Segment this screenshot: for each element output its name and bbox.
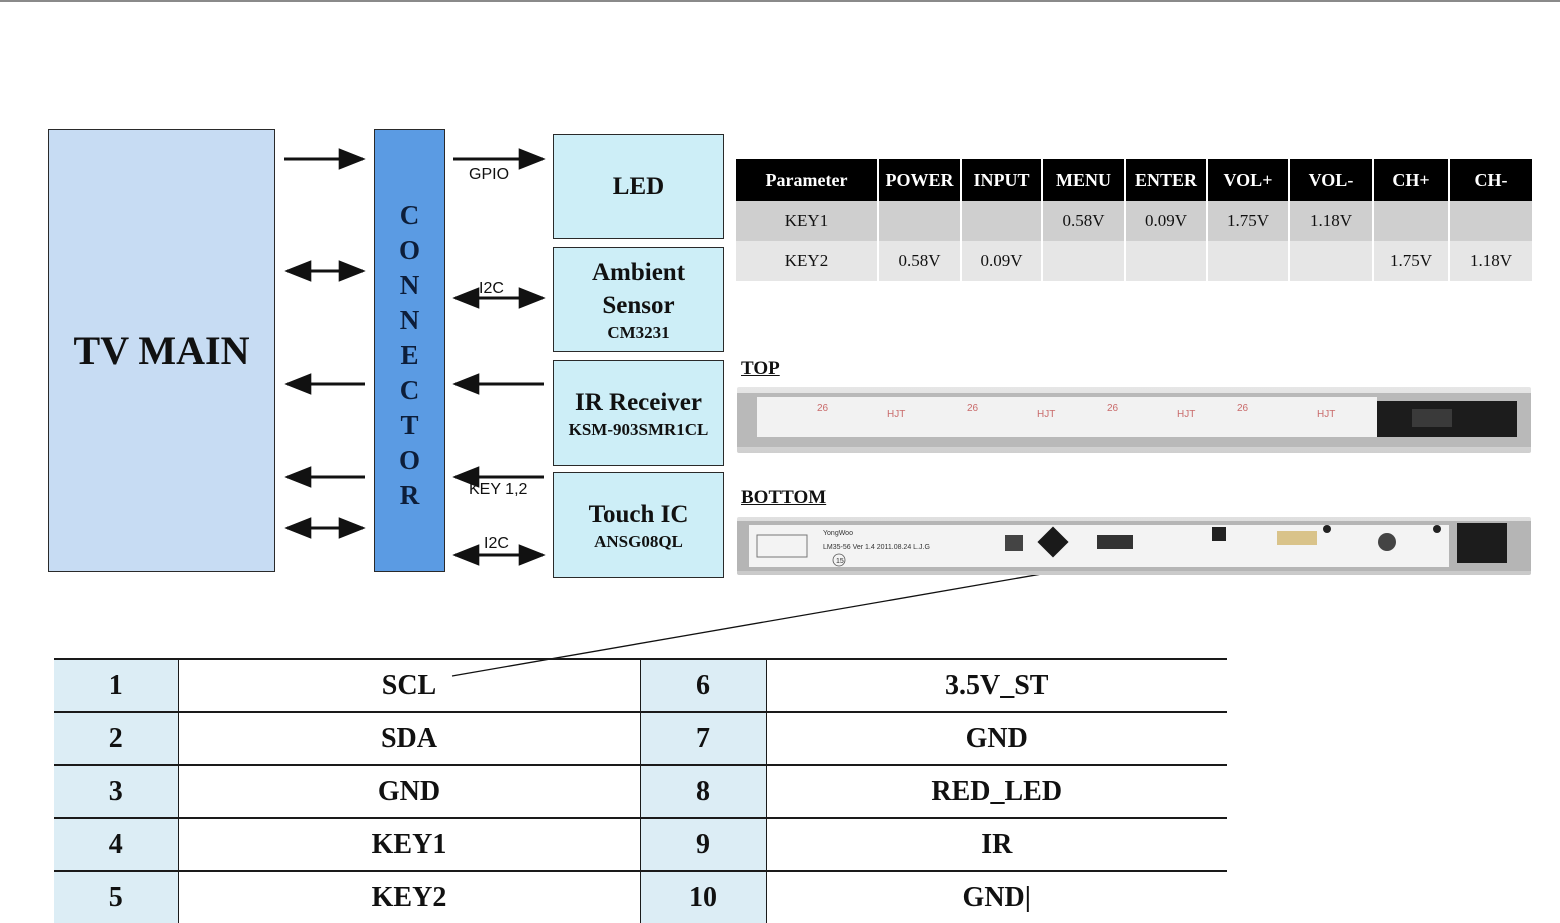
pin-signal: GND xyxy=(766,712,1227,765)
key-table-cell: 1.75V xyxy=(1374,241,1448,281)
key-table-cell xyxy=(962,201,1041,241)
ir-receiver-part-number: KSM-903SMR1CL xyxy=(568,419,709,439)
ambient-label-line1: Ambient xyxy=(591,258,686,286)
board-silk-brand: YongWoo xyxy=(823,530,853,537)
pin-number: 9 xyxy=(640,818,766,871)
key-table-header: Parameter xyxy=(736,159,877,201)
pin-signal: SDA xyxy=(178,712,640,765)
connector-pin-table xyxy=(54,658,1227,923)
svg-text:HJT: HJT xyxy=(1317,409,1336,420)
key-table-cell: 1.18V xyxy=(1450,241,1532,281)
board-top-illustration xyxy=(737,387,1531,453)
connector-letter: R xyxy=(399,480,420,510)
key-table-cell xyxy=(1290,241,1372,281)
svg-text:26: 26 xyxy=(1107,403,1119,414)
connector-letter: N xyxy=(399,305,420,335)
board-silk-number: 15 xyxy=(836,558,844,565)
connector-letter: E xyxy=(400,340,419,370)
key-table-cell xyxy=(879,201,960,241)
key-voltage-table xyxy=(734,159,1534,281)
connector-letter: O xyxy=(398,445,420,475)
pin-signal: GND xyxy=(178,765,640,818)
key-table-header: VOL+ xyxy=(1208,159,1288,201)
key-table-cell: KEY2 xyxy=(736,241,877,281)
key-table-cell xyxy=(1126,241,1206,281)
pin-row xyxy=(54,818,1227,871)
key-table-cell: 0.09V xyxy=(962,241,1041,281)
key-table-header: INPUT xyxy=(962,159,1041,201)
key-table-cell: 1.18V xyxy=(1290,201,1372,241)
pin-signal: SCL xyxy=(178,659,640,712)
bottom-photo-label: BOTTOM xyxy=(741,487,827,508)
pin-number: 7 xyxy=(640,712,766,765)
tv-main-label: TV MAIN xyxy=(73,328,250,373)
key-table-cell xyxy=(1450,201,1532,241)
pin-number: 2 xyxy=(54,712,178,765)
connector-letter: T xyxy=(400,410,419,440)
pin-signal: IR xyxy=(766,818,1227,871)
pin-number: 4 xyxy=(54,818,178,871)
pin-row xyxy=(54,765,1227,818)
pin-row xyxy=(54,659,1227,712)
pin-number: 8 xyxy=(640,765,766,818)
key-table-row xyxy=(736,201,1532,241)
key-table-cell: 1.75V xyxy=(1208,201,1288,241)
svg-text:HJT: HJT xyxy=(1037,409,1056,420)
pin-number: 5 xyxy=(54,871,178,923)
connector-letter: C xyxy=(399,200,420,230)
pin-number: 1 xyxy=(54,659,178,712)
pin-number: 10 xyxy=(640,871,766,923)
key-table-cell: KEY1 xyxy=(736,201,877,241)
touch-ic-label: Touch IC xyxy=(588,500,689,528)
ambient-part-number: CM3231 xyxy=(607,322,670,342)
key-table-cell xyxy=(1374,201,1448,241)
svg-text:26: 26 xyxy=(967,403,979,414)
key-table-cell: 0.58V xyxy=(1043,201,1124,241)
key-table-header: CH- xyxy=(1450,159,1532,201)
key-table-header: VOL- xyxy=(1290,159,1372,201)
key-table-header: ENTER xyxy=(1126,159,1206,201)
pin-number: 3 xyxy=(54,765,178,818)
key-table-header-row xyxy=(736,159,1532,201)
connector-letter: O xyxy=(398,235,420,265)
board-top-photo xyxy=(737,387,1531,453)
svg-text:26: 26 xyxy=(817,403,829,414)
pin-row xyxy=(54,871,1227,923)
key-table-cell: 0.09V xyxy=(1126,201,1206,241)
signal-label-gpio: GPIO xyxy=(469,166,510,183)
signal-label-i2c-touch: I2C xyxy=(484,535,509,552)
pin-signal: KEY2 xyxy=(178,871,640,923)
svg-text:26: 26 xyxy=(1237,403,1249,414)
key-table-header: CH+ xyxy=(1374,159,1448,201)
top-photo-label: TOP xyxy=(741,358,780,379)
pin-signal: 3.5V_ST xyxy=(766,659,1227,712)
connector-letter: C xyxy=(399,375,420,405)
key-table-cell: 0.58V xyxy=(879,241,960,281)
key-table-header: POWER xyxy=(879,159,960,201)
key-table-row xyxy=(736,241,1532,281)
key-table-cell xyxy=(1043,241,1124,281)
board-bottom-illustration xyxy=(737,517,1531,575)
ambient-label-line2: Sensor xyxy=(602,291,675,319)
svg-text:HJT: HJT xyxy=(887,409,906,420)
key-table-cell xyxy=(1208,241,1288,281)
pin-signal: GND| xyxy=(766,871,1227,923)
board-bottom-photo xyxy=(737,517,1531,575)
svg-text:HJT: HJT xyxy=(1177,409,1196,420)
signal-label-i2c-ambient: I2C xyxy=(479,280,504,297)
led-label: LED xyxy=(612,173,665,200)
connector-letter: N xyxy=(399,270,420,300)
signal-label-key: KEY 1,2 xyxy=(469,481,528,498)
key-table-header: MENU xyxy=(1043,159,1124,201)
board-silk-model: LM35-56 Ver 1.4 2011.08.24 L.J.G xyxy=(823,544,930,551)
touch-ic-part-number: ANSG08QL xyxy=(594,531,683,551)
pin-signal: RED_LED xyxy=(766,765,1227,818)
pin-row xyxy=(54,712,1227,765)
pin-number: 6 xyxy=(640,659,766,712)
ir-receiver-label: IR Receiver xyxy=(574,388,702,416)
pin-signal: KEY1 xyxy=(178,818,640,871)
